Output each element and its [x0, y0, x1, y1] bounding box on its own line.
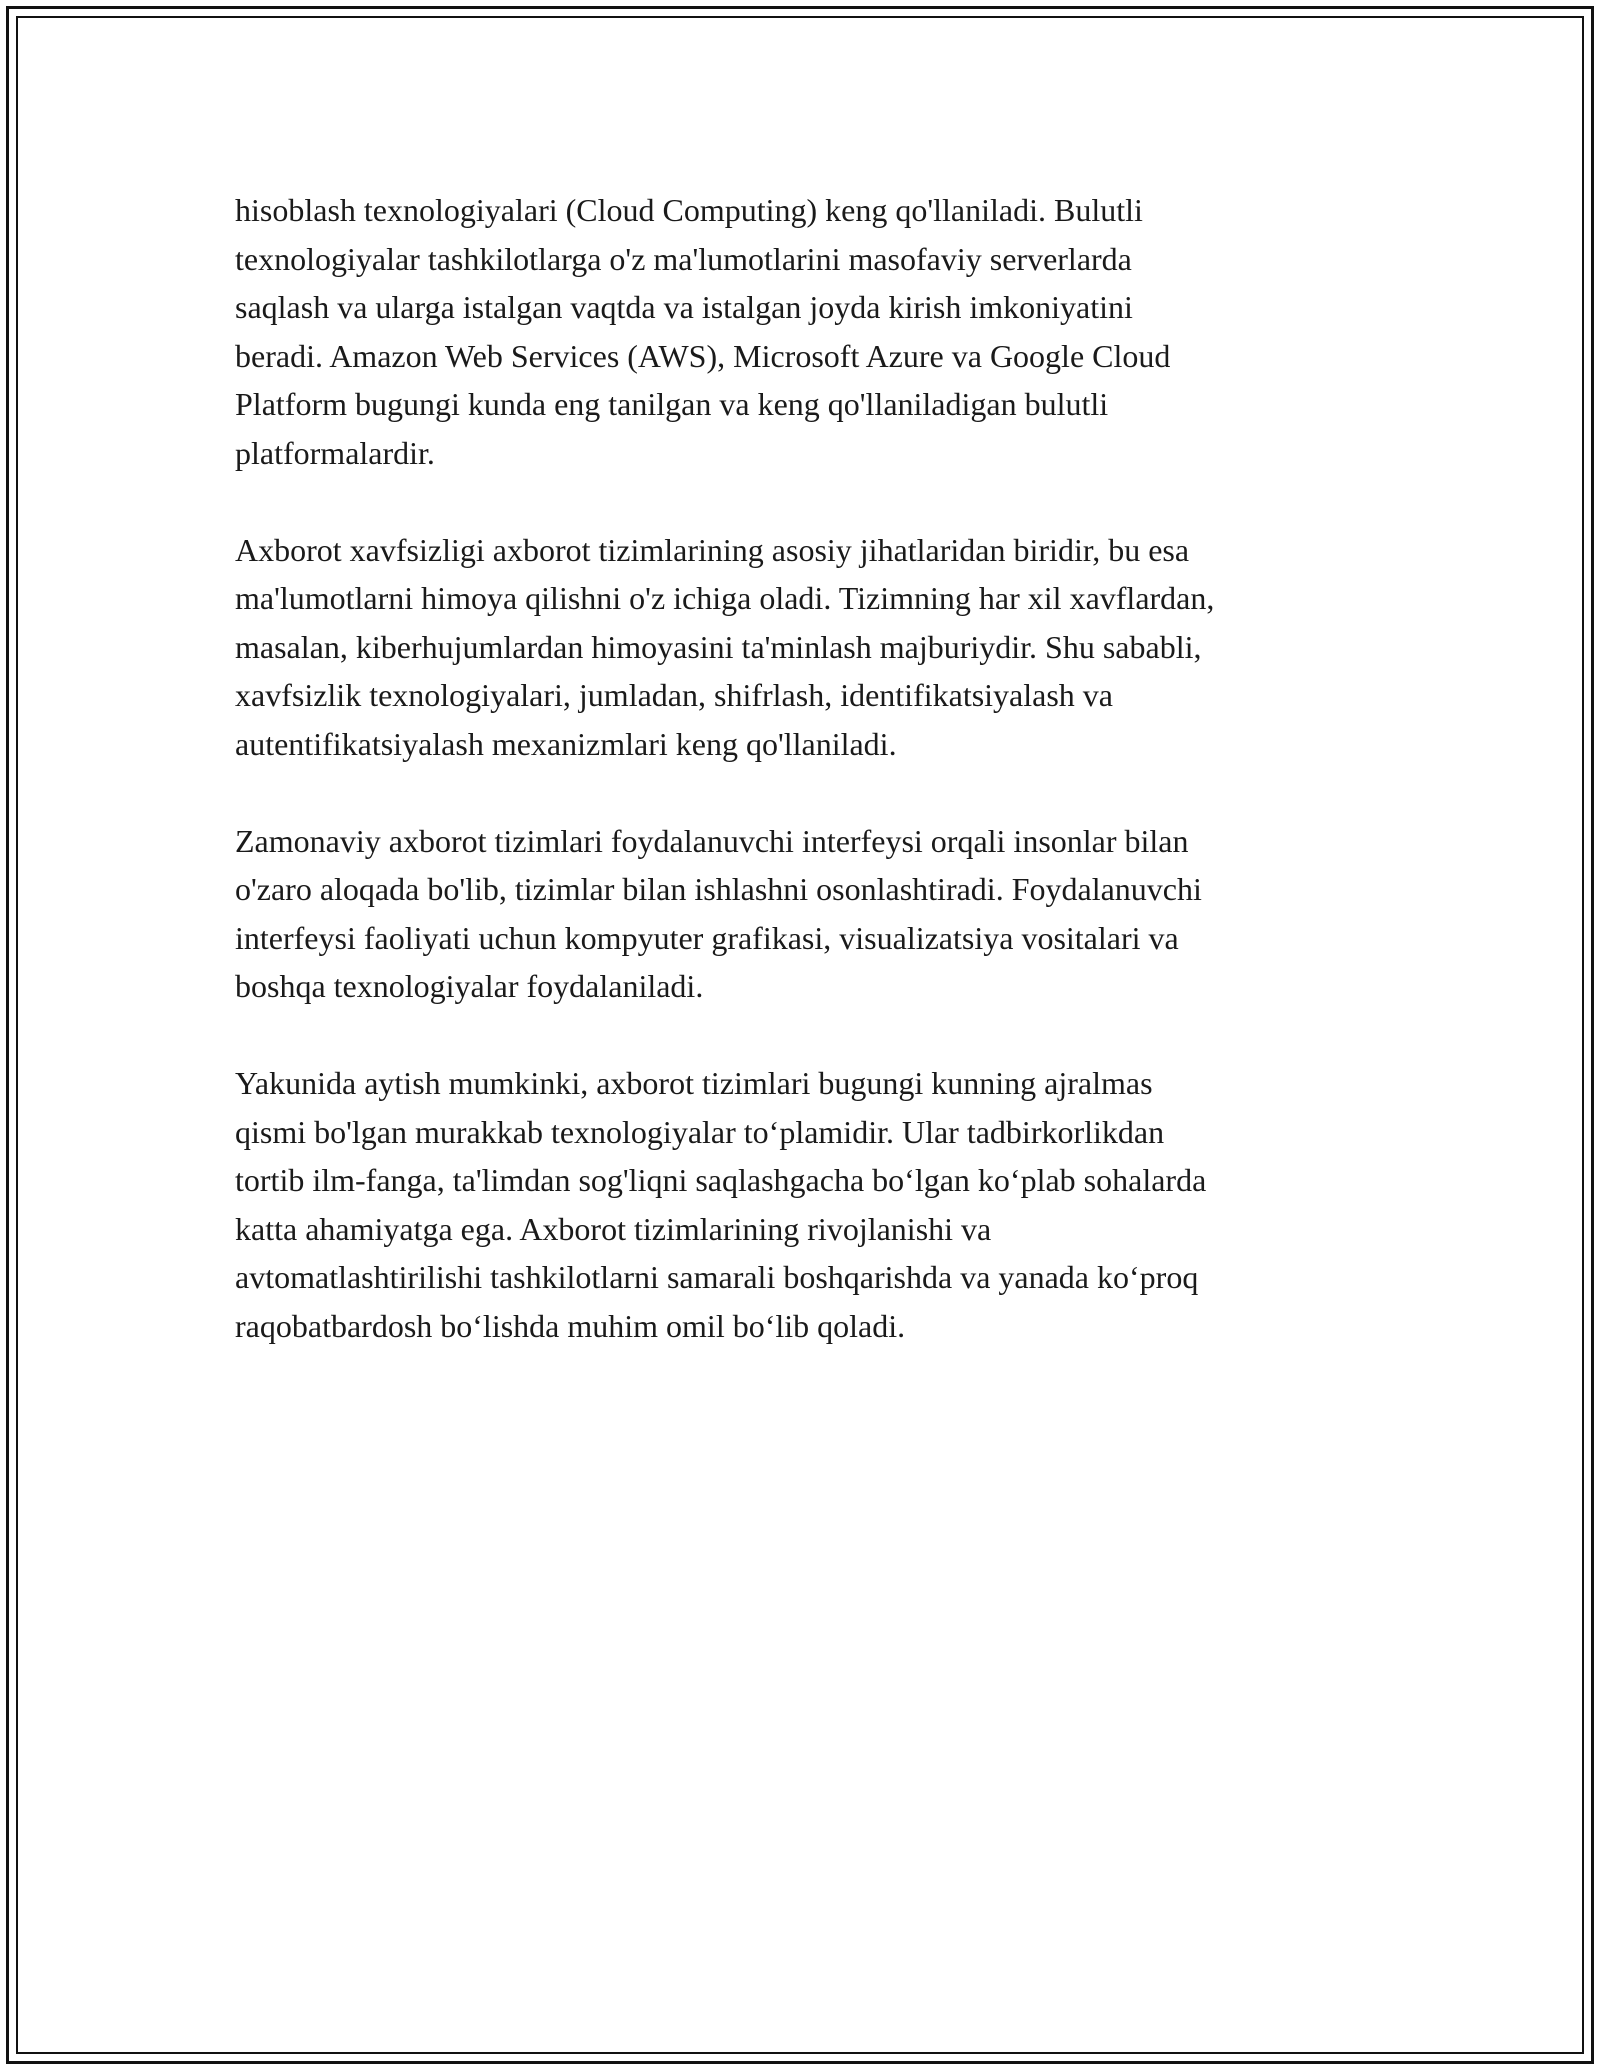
paragraph-user-interface: Zamonaviy axborot tizimlari foydalanuvchi interfeysi orqali insonlar bilan o'zaro aloqada bo'lib, tizimlar bilan ishlashni osonlashtiradi. Foydalanuvchi interfeysi faoliyati uchun kompyuter grafikasi, visualizatsiya vositalari va boshqa texnologiyalar foydalaniladi. [235, 822, 1202, 1004]
paragraph-conclusion: Yakunida aytish mumkinki, axborot tizimlari bugungi kunning ajralmas qismi bo'lgan murakkab texnologiyalar to‘plamidir. Ular tadbirkorlikdan tortib ilm-fanga, ta'limdan sog'liqni saqlashgacha bo‘lgan ko‘plab sohalarda katta ahamiyatga ega. Axborot tizimlarining rivojlanishi va avtomatlashtirilishi tashkilotlarni samarali boshqarishda va yanada ko‘proq raqobatbardosh bo‘lishda muhim omil bo‘lib qoladi. [235, 1065, 1207, 1344]
paragraph-cloud-computing: hisoblash texnologiyalari (Cloud Computing) keng qo'llaniladi. Bulutli texnologiyalar tashkilotlarga o'z ma'lumotlarini masofaviy serverlarda saqlash va ularga istalgan vaqtda va istalgan joyda kirish imkoniyatini beradi. Amazon Web Services (AWS), Microsoft Azure va Google Cloud Platform bugungi kunda eng tanilgan va keng qo'llaniladigan bulutli platformalardir. [235, 192, 1171, 471]
document-body [235, 186, 1395, 1399]
paragraph-information-security: Axborot xavfsizligi axborot tizimlarining asosiy jihatlaridan biridir, bu esa ma'lumotlarni himoya qilishni o'z ichiga oladi. Tizimning har xil xavflardan, masalan, kiberhujumlardan himoyasini ta'minlash majburiydir. Shu sababli, xavfsizlik texnologiyalari, jumladan, shifrlash, identifikatsiyalash va autentifikatsiyalash mexanizmlari keng qo'llaniladi. [235, 531, 1215, 762]
